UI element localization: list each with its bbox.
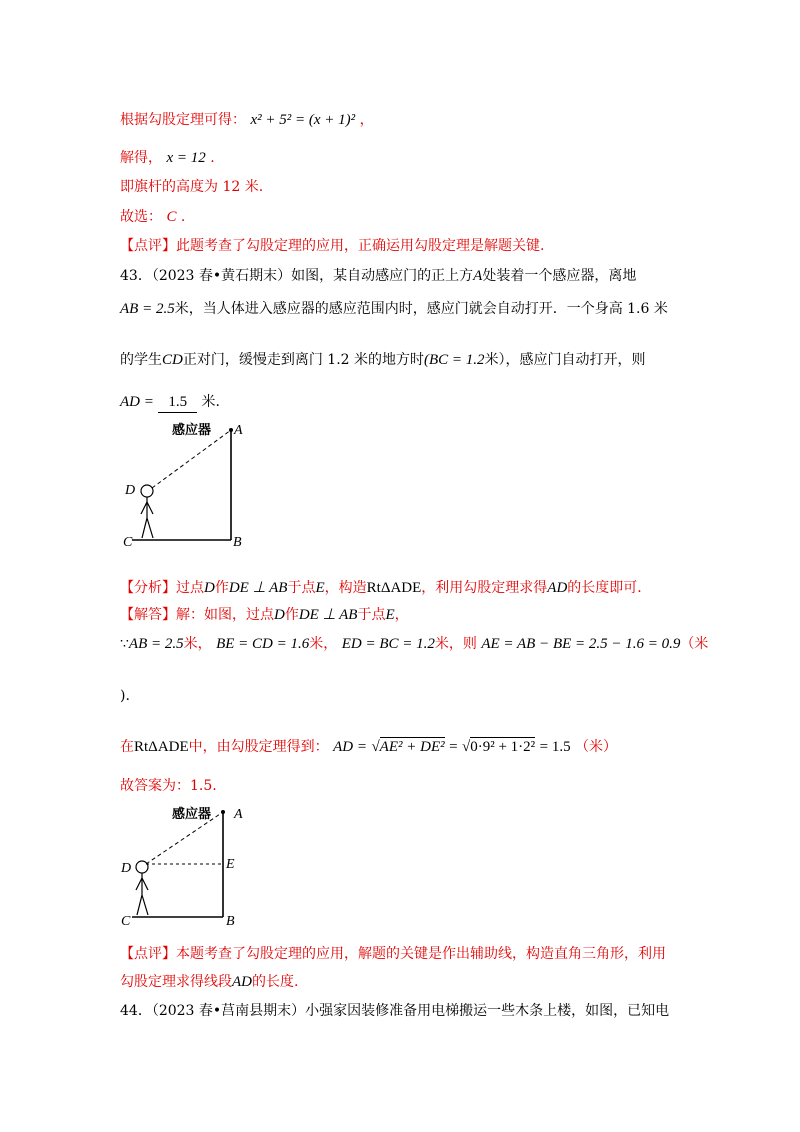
choice-letter: C <box>166 209 177 225</box>
question-43-line-1 <box>120 266 636 286</box>
unit: 米， <box>309 636 338 652</box>
point-d-label: D <box>125 483 136 498</box>
because-symbol: ∵ <box>120 636 129 652</box>
sensor-label: 感应器 <box>172 807 212 822</box>
question-source: （2023 春•黄石期末） <box>151 268 292 284</box>
question-44-line-1 <box>120 1001 669 1021</box>
math-expr: ED = BC = 1.2 <box>341 636 435 652</box>
solve-line <box>120 148 215 168</box>
text-fragment: 于点 <box>357 607 386 623</box>
text-fragment: 根据勾股定理可得： <box>120 112 246 128</box>
question-number: 44． <box>120 1003 152 1019</box>
sqrt-symbol: √ <box>461 739 471 755</box>
unit: 米， <box>183 636 212 652</box>
point-c-label: C <box>121 914 131 929</box>
question-number: 43． <box>120 268 152 284</box>
text-fragment: 米，当人体进入感应器的感应范围内时，感应门就会自动打开．一个身高 1.6 米 <box>174 301 668 317</box>
math-equals: = <box>449 739 458 755</box>
text-fragment: 作 <box>214 580 229 596</box>
math-radicand: AE² + DE² <box>379 739 445 755</box>
analysis-title: 【分析】 <box>120 580 176 596</box>
unit: （米 <box>680 636 709 652</box>
figure-sensor-door-with-e <box>118 802 258 932</box>
text-fragment: 米），感应门自动打开，则 <box>484 352 646 368</box>
solution-pythagoras-line <box>120 737 617 757</box>
math-var: AD <box>547 580 568 596</box>
text-fragment: 故选： <box>120 209 162 225</box>
math-var: AD <box>232 974 252 990</box>
unit: 米，则 <box>434 636 477 652</box>
math-expr: AB = 2.5 <box>120 301 175 317</box>
solution-line-3: ). <box>120 688 130 704</box>
text-fragment: 小强家因装修准备用电梯搬运一些木条上楼，如图，已知电 <box>305 1003 670 1019</box>
unit: （米） <box>575 739 618 755</box>
question-43-line-4 <box>120 392 220 413</box>
point-a-label: A <box>234 807 243 822</box>
math-triangle: RtΔADE <box>134 739 189 755</box>
math-triangle: RtΔADE <box>366 580 422 596</box>
sqrt-symbol: √ <box>371 739 380 755</box>
text-fragment: . <box>210 150 215 166</box>
text-fragment: 的学生 <box>120 352 162 368</box>
text-fragment: ，利用勾股定理求得 <box>421 580 548 596</box>
final-answer: 故答案为：1.5. <box>120 778 217 794</box>
point-b-label: B <box>226 914 235 929</box>
math-var: D <box>274 607 285 623</box>
solution-line-2 <box>120 634 708 654</box>
text-fragment: 勾股定理求得线段 <box>120 974 232 990</box>
review-line-1 <box>120 944 666 964</box>
math-expr: DE ⊥ AB <box>228 580 288 596</box>
math-equation: x² + 5² = (x + 1)² <box>250 112 356 128</box>
text-fragment: ， <box>394 607 409 623</box>
review-title: 【点评】 <box>120 946 176 962</box>
math-expr: BE = CD = 1.6 <box>216 636 310 652</box>
text-fragment: 于点 <box>287 580 316 596</box>
text-fragment: 本题考查了勾股定理的应用，解题的关键是作出辅助线，构造直角三角形，利用 <box>176 946 666 962</box>
text-fragment: 解得， <box>120 150 162 166</box>
question-43-line-2 <box>120 299 668 319</box>
text-fragment: 作 <box>284 607 299 623</box>
point-d-label: D <box>121 861 132 876</box>
text-fragment: 在 <box>120 739 134 755</box>
answer-blank: 1.5 <box>158 392 197 413</box>
equation-line <box>120 110 374 130</box>
question-source: （2023 春•莒南县期末） <box>151 1003 306 1019</box>
point-e-label: E <box>226 857 235 872</box>
text-fragment: 米. <box>201 394 220 410</box>
text-fragment: 中，由勾股定理得到： <box>188 739 329 755</box>
math-var: CD <box>162 352 183 368</box>
review-comment: 【点评】此题考查了勾股定理的应用，正确运用勾股定理是解题关键. <box>120 238 545 254</box>
text-fragment: 过点 <box>176 580 204 596</box>
sensor-label: 感应器 <box>172 423 212 438</box>
question-43-line-3 <box>120 350 646 370</box>
review-line-2 <box>120 972 298 992</box>
text-fragment: 正对门，缓慢走到离门 1.2 米的地方时 <box>182 352 425 368</box>
conclusion-line: 即旗杆的高度为 12 米. <box>120 179 264 195</box>
dashed-line-da <box>152 430 231 488</box>
point-a-label: A <box>234 423 243 438</box>
math-var: E <box>385 607 395 623</box>
math-result: = 1.5 <box>539 739 571 755</box>
math-result: x = 12 <box>166 150 206 166</box>
text-fragment: . <box>180 209 186 225</box>
solution-title: 【解答】 <box>120 607 176 623</box>
math-expr: (BC = 1.2 <box>424 352 485 368</box>
choice-line <box>120 207 185 227</box>
math-var: D <box>204 580 215 596</box>
math-expr: AB = 2.5 <box>128 636 184 652</box>
student-figure <box>141 485 153 538</box>
text-fragment: 解：如图，过点 <box>176 607 274 623</box>
text-fragment: 处装着一个感应器，离地 <box>482 268 637 284</box>
student-figure <box>136 861 148 915</box>
math-var: E <box>315 580 325 596</box>
text-fragment: 的长度即可. <box>567 580 642 596</box>
text-fragment: 的长度. <box>252 974 299 990</box>
math-expr: DE ⊥ AB <box>298 607 358 623</box>
analysis-line <box>120 578 642 598</box>
math-expr: AD = <box>120 394 154 410</box>
point-b-label: B <box>233 535 242 548</box>
solution-line-1 <box>120 605 409 625</box>
text-fragment: ， <box>359 112 374 128</box>
figure-sensor-door <box>118 418 258 548</box>
point-c-label: C <box>123 535 133 548</box>
math-expr: AE = AB − BE = 2.5 − 1.6 = 0.9 <box>481 636 681 652</box>
text-fragment: 如图，某自动感应门的正上方 <box>291 268 474 284</box>
text-fragment: ，构造 <box>324 580 367 596</box>
math-var: A <box>473 268 483 284</box>
math-expr: AD = <box>333 739 367 755</box>
math-radicand: 0·9² + 1·2² <box>470 739 536 755</box>
